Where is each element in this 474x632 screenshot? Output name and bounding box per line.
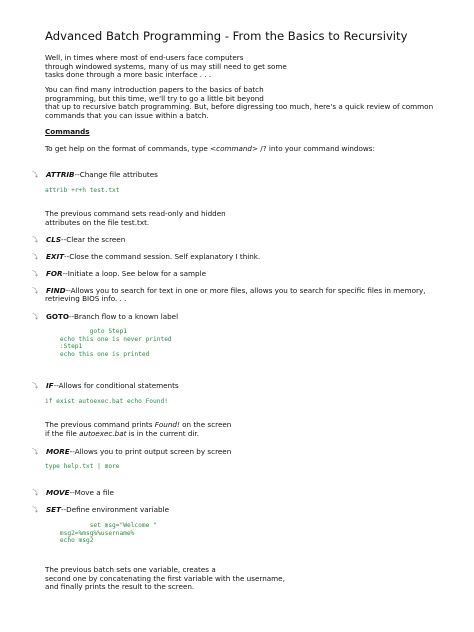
command-desc: --Change file attributes [74, 170, 158, 179]
text-line: and finally prints the result to the screen. [45, 582, 195, 591]
command-name: SET [46, 505, 61, 514]
command-set [32, 505, 169, 514]
text-line [45, 145, 375, 154]
text-line: programming, but this time, we'll try to go a little bit beyond [45, 93, 264, 103]
if-note-found: Found! [154, 420, 180, 429]
command-attrib [32, 170, 158, 179]
bullet-arrow-icon: ⤵ [32, 449, 39, 456]
if-note-filename: autoexec.bat [79, 428, 127, 438]
if-note-pre: if the file [45, 428, 80, 438]
find-desc-continued [45, 295, 126, 304]
command-cls [32, 235, 125, 244]
command-more [32, 447, 231, 456]
command-goto [32, 312, 178, 321]
intro-paragraph-2 [45, 86, 433, 120]
command-name: ATTRIB [46, 170, 75, 179]
text-line: that up to recursive batch programming. But, before digressing too much, here's a quick review of common [45, 102, 434, 111]
code-sample-attrib: attrib +r+h test.txt [45, 187, 120, 194]
command-name: GOTO [46, 312, 70, 321]
if-note-post: on the screen [179, 420, 232, 429]
command-name: FOR [46, 269, 63, 278]
code-sample-goto: goto Step1 echo this one is never printed :Step1 echo this one is printed [59, 328, 172, 358]
text-line: commands that you can issue within a batch. [45, 110, 209, 120]
command-desc: --Allows you to search for text in one or more files, allows you to search for specific files in memory, [65, 286, 426, 295]
text-line: tasks done through a more basic interface . . . [45, 70, 212, 79]
text-line: You can find many introduction papers to the basics of batch [45, 85, 264, 94]
text-line: Well, in times where most of end-users face computers [45, 53, 244, 62]
text-line: through windowed systems, many of us may still need to get some [45, 61, 287, 71]
text-line: retrieving BIOS info. . . [45, 294, 127, 303]
if-note-pre: The previous command prints [45, 420, 155, 429]
text-line [45, 430, 231, 439]
bullet-arrow-icon: ⤵ [32, 383, 39, 390]
command-name: CLS [46, 235, 62, 244]
command-if [32, 381, 179, 390]
bullet-arrow-icon: ⤵ [32, 314, 39, 321]
command-desc: --Allows you to print output screen by screen [69, 447, 232, 456]
command-desc: --Allows for conditional statements [53, 381, 179, 390]
command-move [32, 488, 114, 497]
command-name: FIND [46, 286, 66, 295]
code-sample-set: set msg="Welcome " msg2=%msg%%username% echo msg2 [59, 522, 157, 545]
command-desc: --Initiate a loop. See below for a sample [62, 269, 207, 278]
help-command-placeholder: <command> [210, 144, 259, 153]
text-line: second one by concatenating the first variable with the username, [45, 573, 285, 583]
command-desc: --Close the command session. Self explanatory I think. [64, 252, 261, 261]
bullet-arrow-icon: ⤵ [32, 172, 39, 179]
if-note [45, 421, 231, 438]
command-desc: --Clear the screen [61, 235, 126, 244]
bullet-arrow-icon: ⤵ [32, 507, 39, 514]
bullet-arrow-icon: ⤵ [32, 490, 39, 497]
command-for [32, 269, 206, 278]
text-line: The previous batch sets one variable, creates a [45, 565, 216, 574]
set-note [45, 566, 285, 592]
command-name: MOVE [46, 488, 70, 497]
bullet-arrow-icon: ⤵ [32, 288, 39, 295]
code-sample-more: type help.txt | more [45, 463, 120, 470]
page-title: Advanced Batch Programming - From the Basics to Recursivity [45, 29, 408, 43]
intro-paragraph-1 [45, 54, 287, 80]
command-exit [32, 252, 260, 261]
command-desc: --Branch flow to a known label [69, 312, 179, 321]
bullet-arrow-icon: ⤵ [32, 271, 39, 278]
command-name: MORE [46, 447, 70, 456]
text-line: attributes on the file test.txt. [45, 217, 150, 227]
bullet-arrow-icon: ⤵ [32, 254, 39, 261]
command-desc: --Move a file [69, 488, 114, 497]
section-heading-commands: Commands [45, 127, 90, 136]
if-note-post: is in the current dir. [126, 428, 200, 438]
command-name: IF [46, 381, 54, 390]
code-sample-if: if exist autoexec.bat echo Found! [45, 398, 168, 405]
attrib-note [45, 210, 226, 227]
text-line: The previous command sets read-only and hidden [45, 209, 226, 218]
bullet-arrow-icon: ⤵ [32, 237, 39, 244]
help-pre: To get help on the format of commands, type [45, 144, 211, 153]
help-post: /? into your command windows: [258, 144, 375, 153]
command-name: EXIT [46, 252, 65, 261]
command-desc: --Define environment variable [61, 505, 169, 514]
help-instruction [45, 145, 375, 154]
